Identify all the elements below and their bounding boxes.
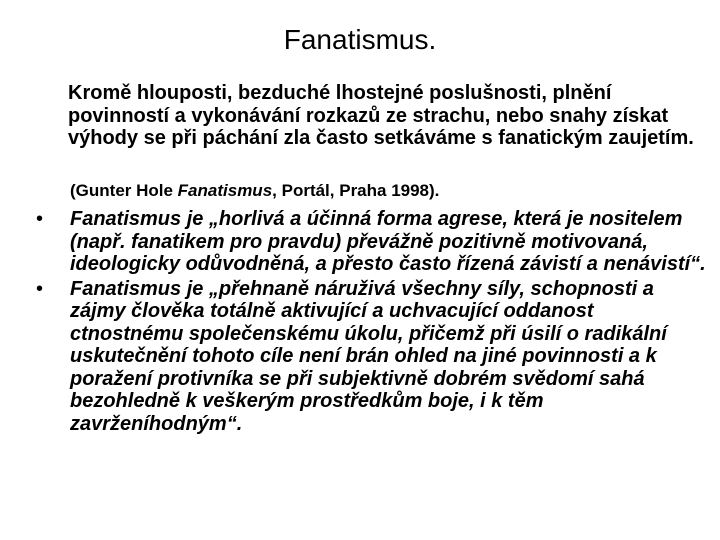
slide-title: Fanatismus. — [283, 24, 437, 55]
citation-work-title: Fanatismus — [177, 181, 273, 200]
bullet-text: Fanatismus je „horlivá a účinná forma agrese, která je nositelem (např. fanatikem pro pravdu) převážně pozitivně motivovaná, ideologicky odůvodněná, a přesto často řízená závistí a nenávistí“. — [70, 208, 706, 275]
intro-paragraph: Kromě hlouposti, bezduché lhostejné poslušnosti, plnění povinností a vykonávání rozkazů ze strachu, nebo snahy získat výhody se při páchání zla často setkáváme s fanatickým zaujetím. — [68, 82, 694, 149]
bullet-text: Fanatismus je „přehnaně náruživá všechny síly, schopnosti a zájmy člověka totálně aktivující a uchvacující oddanost ctnostnému společenskému úkolu, přičemž při úsilí o radikální uskutečnění tohoto cíle není brán ohled na jiné povinnosti a k poražení protivníka se při subjektivně dobrém svědomí sahá bezohledně k veškerým prostředkům boje, i k těm zavrženíhodným“. — [70, 277, 667, 435]
citation — [70, 180, 710, 202]
bullet-item — [36, 208, 706, 276]
citation-suffix: , Portál, Praha 1998). — [272, 181, 440, 200]
bullet-item — [36, 278, 706, 436]
bullet-marker: • — [36, 208, 44, 230]
bullet-list — [36, 208, 706, 435]
citation-prefix: (Gunter Hole — [70, 181, 178, 200]
bullet-marker: • — [36, 277, 44, 300]
